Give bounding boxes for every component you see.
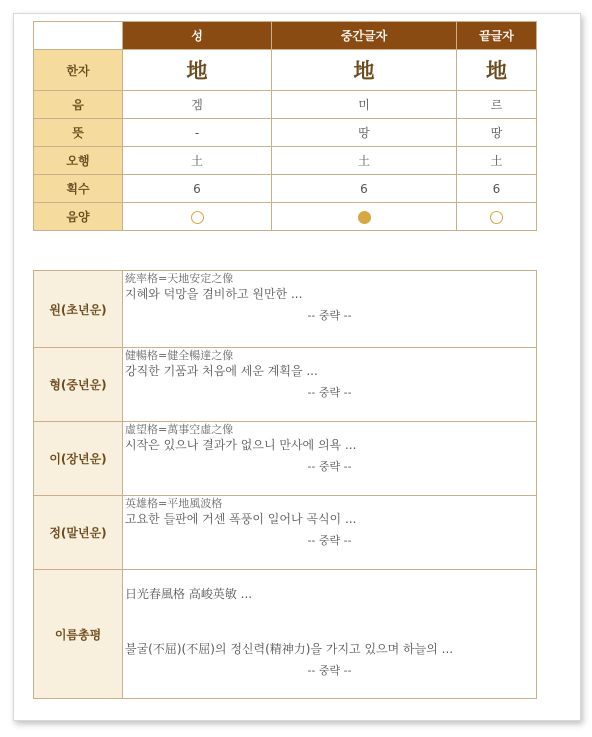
- more-text: -- 중략 --: [307, 460, 352, 473]
- row-label: 음: [34, 91, 123, 119]
- hanja-cell: 地: [186, 58, 208, 83]
- element-cell: 土: [457, 147, 537, 175]
- row-label: 뜻: [34, 119, 123, 147]
- fortune-label: 원(초년운): [34, 271, 123, 348]
- summary-content: [123, 570, 537, 699]
- row-label: 오행: [34, 147, 123, 175]
- fortune-table: [33, 270, 537, 699]
- table-row: [34, 348, 537, 422]
- header-row: [34, 22, 537, 50]
- fortune-title: 英雄格=平地風波格: [125, 497, 223, 510]
- fortune-label: 정(말년운): [34, 496, 123, 570]
- name-analysis-table: [33, 21, 537, 231]
- table-row: [34, 570, 537, 699]
- header-last: 끝글자: [457, 22, 537, 50]
- element-cell: 土: [123, 147, 272, 175]
- meaning-cell: 땅: [272, 119, 457, 147]
- row-label: 음양: [34, 203, 123, 231]
- fortune-desc: 시작은 있으나 결과가 없으니 만사에 의욕 ...: [125, 438, 357, 452]
- row-label: 한자: [34, 50, 123, 91]
- sound-cell: 미: [272, 91, 457, 119]
- hanja-cell: 地: [486, 58, 507, 83]
- yang-circle-icon: [191, 211, 204, 224]
- meaning-cell: -: [123, 119, 272, 147]
- fortune-title: 虛望格=萬事空虛之像: [125, 423, 234, 436]
- meaning-cell: 땅: [457, 119, 537, 147]
- table-row: [34, 203, 537, 231]
- fortune-desc: 강직한 기품과 처음에 세운 계획을 ...: [125, 364, 318, 378]
- fortune-desc: 지혜와 덕망을 겸비하고 원만한 ...: [125, 287, 303, 301]
- fortune-title: 統率格=天地安定之像: [125, 272, 234, 285]
- more-text: -- 중략 --: [307, 386, 352, 399]
- header-middle: 중간글자: [272, 22, 457, 50]
- table-row: [34, 496, 537, 570]
- table-row: [34, 147, 537, 175]
- table-row: [34, 271, 537, 348]
- summary-line-1: 日光春風格 高峻英敏 ...: [125, 587, 253, 601]
- table-row: [34, 119, 537, 147]
- more-text: -- 중략 --: [307, 664, 352, 677]
- stroke-count-cell: 6: [272, 175, 457, 203]
- summary-label: 이름총평: [34, 570, 123, 699]
- fortune-content: [123, 271, 537, 348]
- header-blank: [34, 22, 123, 50]
- table-row: [34, 91, 537, 119]
- yang-circle-icon: [490, 211, 503, 224]
- fortune-label: 이(장년운): [34, 422, 123, 496]
- stroke-count-cell: 6: [457, 175, 537, 203]
- sound-cell: 겜: [123, 91, 272, 119]
- fortune-content: [123, 496, 537, 570]
- table-row: [34, 422, 537, 496]
- hanja-cell: 地: [353, 58, 375, 83]
- fortune-desc: 고요한 들판에 거센 폭풍이 일어나 곡식이 ...: [125, 512, 357, 526]
- element-cell: 土: [272, 147, 457, 175]
- row-label: 획수: [34, 175, 123, 203]
- more-text: -- 중략 --: [307, 534, 352, 547]
- stroke-count-cell: 6: [123, 175, 272, 203]
- yin-circle-icon: [358, 211, 371, 224]
- fortune-title: 健暢格=健全暢達之像: [125, 349, 234, 362]
- fortune-content: [123, 422, 537, 496]
- table-row: [34, 50, 537, 91]
- more-text: -- 중략 --: [307, 309, 352, 322]
- header-surname: 성: [123, 22, 272, 50]
- fortune-label: 형(중년운): [34, 348, 123, 422]
- sound-cell: 르: [457, 91, 537, 119]
- fortune-content: [123, 348, 537, 422]
- table-row: [34, 175, 537, 203]
- summary-line-2: 불굴(不屈)(不屈)의 정신력(精神力)을 가지고 있으며 하늘의 ...: [125, 642, 454, 656]
